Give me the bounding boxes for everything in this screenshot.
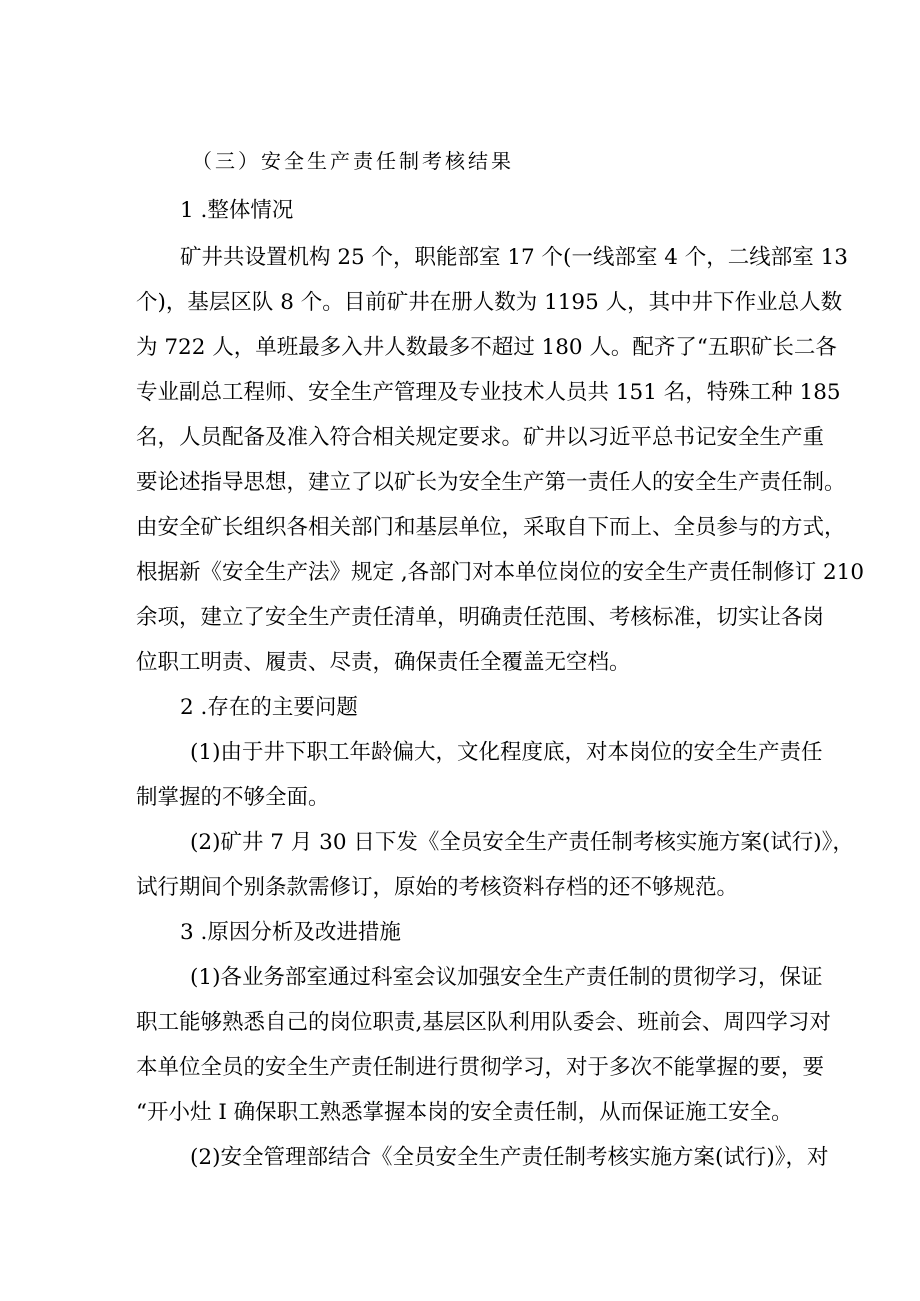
heading-overall-situation: 1 .整体情况 bbox=[180, 198, 294, 223]
paragraph-line: 个)，基层区队 8 个。目前矿井在册人数为 1195 人，其中井下作业总人数 bbox=[136, 290, 843, 315]
section-heading: （三）安全生产责任制考核结果 bbox=[192, 149, 514, 173]
paragraph-line: (2)矿井 7 月 30 日下发《全员安全生产责任制考核实施方案(试行)》， bbox=[190, 830, 854, 855]
paragraph-line: 为 722 人，单班最多入井人数最多不超过 180 人。配齐了“五职矿长二各 bbox=[136, 335, 837, 360]
paragraph-line: 专业副总工程师、安全生产管理及专业技术人员共 151 名，特殊工种 185 bbox=[136, 380, 841, 405]
paragraph-line: (2)安全管理部结合《全员安全生产责任制考核实施方案(试行)》，对 bbox=[190, 1145, 829, 1170]
paragraph-line: 本单位全员的安全生产责任制进行贯彻学习，对于多次不能掌握的要，要 bbox=[136, 1055, 825, 1080]
paragraph-line: 矿井共设置机构 25 个，职能部室 17 个(一线部室 4 个，二线部室 13 bbox=[180, 245, 848, 270]
paragraph-line: 职工能够熟悉自己的岗位职责,基层区队利用队委会、班前会、周四学习对 bbox=[136, 1010, 831, 1035]
paragraph-line: “开小灶 I 确保职工熟悉掌握本岗的安全责任制，从而保证施工安全。 bbox=[136, 1100, 793, 1125]
paragraph-line: 要论述指导思想，建立了以矿长为安全生产第一责任人的安全生产责任制。 bbox=[136, 470, 846, 495]
paragraph-line: 制掌握的不够全面。 bbox=[136, 785, 330, 810]
paragraph-line: 由安全矿长组织各相关部门和基层单位，采取自下而上、全员参与的方式， bbox=[136, 515, 846, 540]
paragraph-line: 名，人员配备及准入符合相关规定要求。矿井以习近平总书记安全生产重 bbox=[136, 425, 825, 450]
paragraph-line: (1)各业务部室通过科室会议加强安全生产责任制的贯彻学习，保证 bbox=[190, 965, 823, 990]
heading-cause-analysis: 3 .原因分析及改进措施 bbox=[180, 920, 401, 945]
paragraph-line: 位职工明责、履责、尽责，确保责任全覆盖无空档。 bbox=[136, 650, 631, 675]
heading-main-problems: 2 .存在的主要问题 bbox=[180, 695, 358, 720]
paragraph-line: 根据新《安全生产法》规定 ,各部门对本单位岗位的安全生产责任制修订 210 bbox=[136, 560, 865, 585]
paragraph-line: 试行期间个别条款需修订，原始的考核资料存档的还不够规范。 bbox=[136, 875, 739, 900]
paragraph-line: (1)由于井下职工年龄偏大，文化程度底，对本岗位的安全生产责任 bbox=[190, 740, 823, 765]
paragraph-line: 余项，建立了安全生产责任清单，明确责任范围、考核标准，切实让各岗 bbox=[136, 605, 825, 630]
